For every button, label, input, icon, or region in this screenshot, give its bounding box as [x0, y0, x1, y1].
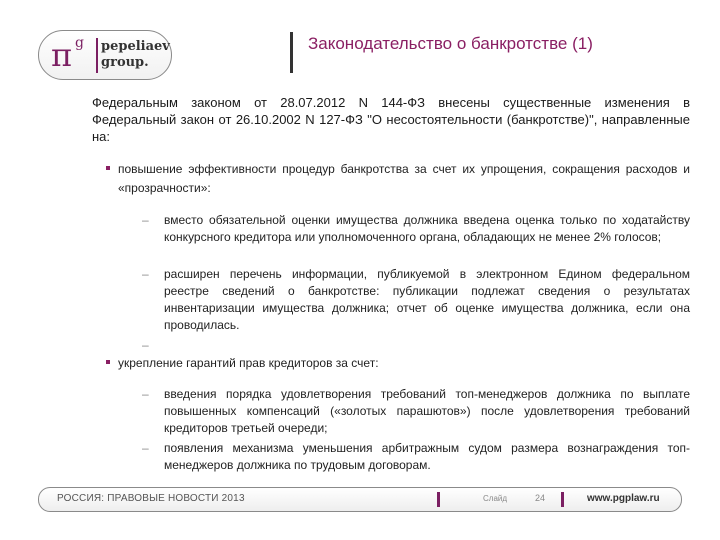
- logo-line-1: pepeliaev: [101, 39, 170, 54]
- dash-marker: –: [142, 267, 149, 281]
- dash-marker: –: [142, 441, 149, 455]
- dash-marker: –: [142, 213, 149, 227]
- sub-item-text: введения порядка удовлетворения требований топ-менеджеров должника по выплате повышенных компенсаций («золотых парашютов») после удовлетворения требований кредиторов третьей очереди;: [164, 387, 690, 435]
- logo-pi-symbol: π: [51, 36, 73, 74]
- slide-label: Слайд: [483, 494, 508, 503]
- intro-paragraph: Федеральным законом от 28.07.2012 N 144-ФЗ внесены существенные изменения в Федеральный закон от 26.10.2002 N 127-ФЗ "О несостоятельности (банкротстве)", направленные на:: [92, 95, 690, 144]
- footer-caption: РОССИЯ: ПРАВОВЫЕ НОВОСТИ 2013: [57, 493, 245, 504]
- bullet-marker: [106, 360, 110, 364]
- bullet-marker: [106, 166, 110, 170]
- bullet-item-2: [106, 354, 690, 373]
- sub-item-text: вместо обязательной оценки имущества должника введена оценка только по ходатайству конкурсного кредитора или уполномоченного органа, обладающих не менее 2% голосов;: [164, 213, 690, 244]
- footer-bar: [38, 487, 682, 512]
- footer-divider: [561, 492, 564, 507]
- logo-wordmark: [101, 39, 170, 71]
- website-link[interactable]: www.pgplaw.ru: [587, 493, 660, 504]
- sub-item-text: расширен перечень информации, публикуемой в электронном Едином федеральном реестре сведений о банкротстве: публикации подлежат сведения о результатах инвентаризации имущества должника; отчет об оценке имущества должника, если она проводилась.: [164, 267, 690, 332]
- sub-item-text: появления механизма уменьшения арбитражным судом размера вознаграждения топ-менеджеров должника по трудовым договорам.: [164, 441, 690, 472]
- title-divider: [290, 32, 293, 73]
- sub-item-1-1: [142, 212, 690, 246]
- sub-item-2-1: [142, 386, 690, 437]
- bullet-item-1: [106, 160, 690, 198]
- sub-item-1-2: [142, 266, 690, 334]
- slide-title: Законодательство о банкротстве (1): [308, 34, 593, 53]
- company-logo: [38, 30, 172, 80]
- sub-item-2-2: [142, 440, 690, 474]
- slide-number: 24: [535, 493, 546, 503]
- logo-divider: [96, 38, 98, 73]
- bullet-text: укрепление гарантий прав кредиторов за счет:: [118, 356, 379, 370]
- bullet-text: повышение эффективности процедур банкротства за счет их упрощения, сокращения расходов и «прозрачности»:: [118, 162, 690, 195]
- footer-divider: [437, 492, 440, 507]
- logo-line-2: group.: [101, 55, 149, 70]
- logo-g-superscript: g: [75, 35, 84, 51]
- dash-marker: –: [142, 338, 149, 352]
- dash-marker: –: [142, 387, 149, 401]
